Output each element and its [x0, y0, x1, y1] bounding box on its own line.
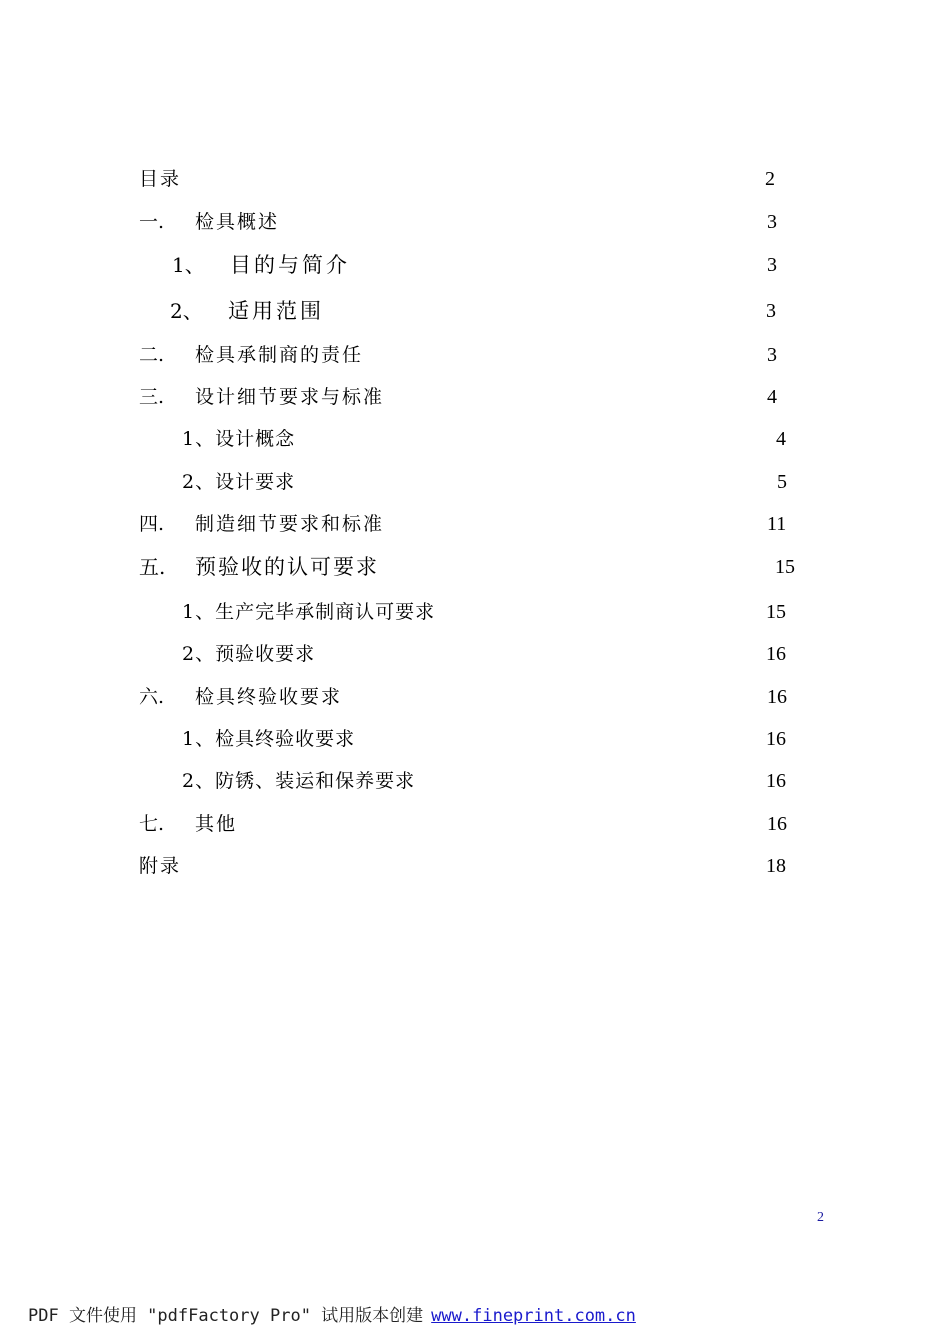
toc-entry-title: 目录 — [139, 168, 182, 190]
toc-entry-title: 1、生产完毕承制商认可要求 — [182, 601, 436, 623]
toc-row-section-5-2 — [0, 639, 950, 669]
toc-entry-title: 1、设计概念 — [182, 428, 296, 450]
toc-row-section-4 — [0, 509, 950, 539]
toc-entry-title: 2、设计要求 — [182, 471, 296, 493]
toc-row-section-1-2 — [0, 296, 950, 326]
toc-entry-number: 二. — [139, 344, 165, 366]
toc-entry-title: 1、检具终验收要求 — [182, 728, 356, 750]
toc-entry-page: 3 — [767, 344, 777, 366]
toc-row-section-6-2 — [0, 766, 950, 796]
toc-entry-title: 设计细节要求与标准 — [195, 386, 385, 408]
toc-entry-title: 预验收的认可要求 — [195, 555, 379, 579]
toc-entry-page: 15 — [766, 601, 786, 623]
toc-row-section-2 — [0, 340, 950, 370]
toc-entry-page: 3 — [767, 254, 777, 276]
toc-row-contents — [0, 164, 950, 194]
toc-entry-page: 5 — [777, 471, 787, 493]
toc-entry-title: 附录 — [139, 855, 182, 877]
toc-entry-page: 16 — [767, 813, 787, 835]
toc-row-section-1-1 — [0, 250, 950, 280]
toc-entry-title: 2、预验收要求 — [182, 643, 316, 665]
toc-entry-page: 16 — [766, 643, 786, 665]
toc-entry-title: 检具终验收要求 — [195, 686, 343, 708]
toc-entry-page: 16 — [766, 728, 786, 750]
toc-entry-page: 18 — [766, 855, 786, 877]
footer-link[interactable]: www.fineprint.com.cn — [431, 1306, 636, 1326]
toc-entry-title: 其他 — [195, 813, 238, 835]
toc-entry-title: 2、防锈、装运和保养要求 — [182, 770, 416, 792]
footer-text: PDF 文件使用 "pdfFactory Pro" 试用版本创建 — [28, 1306, 424, 1326]
toc-entry-number: 2、 — [170, 299, 203, 323]
toc-entry-page: 11 — [767, 513, 787, 535]
toc-entry-number: 四. — [139, 513, 165, 535]
toc-row-section-7 — [0, 809, 950, 839]
toc-entry-number: 七. — [139, 813, 165, 835]
toc-entry-page: 16 — [766, 770, 786, 792]
toc-entry-number: 六. — [139, 686, 165, 708]
toc-entry-page: 3 — [767, 211, 777, 233]
toc-entry-page: 2 — [765, 168, 775, 190]
toc-entry-page: 4 — [776, 428, 786, 450]
pdf-footer — [28, 1304, 636, 1328]
toc-row-section-5 — [0, 552, 950, 582]
toc-entry-page: 3 — [766, 300, 776, 322]
toc-entry-page: 16 — [767, 686, 787, 708]
toc-row-section-3-1 — [0, 424, 950, 454]
toc-entry-page: 15 — [775, 556, 795, 578]
toc-row-appendix — [0, 851, 950, 881]
toc-row-section-6-1 — [0, 724, 950, 754]
toc-row-section-3 — [0, 382, 950, 412]
toc-entry-title: 检具概述 — [195, 211, 280, 233]
toc-entry-title: 适用范围 — [228, 299, 324, 323]
toc-row-section-3-2 — [0, 467, 950, 497]
toc-row-section-6 — [0, 682, 950, 712]
toc-row-section-5-1 — [0, 597, 950, 627]
toc-entry-number: 五. — [139, 555, 166, 579]
toc-entry-number: 一. — [139, 211, 165, 233]
page-number: 2 — [817, 1210, 824, 1225]
toc-row-section-1 — [0, 207, 950, 237]
toc-entry-number: 三. — [139, 386, 165, 408]
toc-entry-page: 4 — [767, 386, 777, 408]
toc-entry-number: 1、 — [172, 253, 205, 277]
toc-entry-title: 制造细节要求和标准 — [195, 513, 385, 535]
toc-entry-title: 检具承制商的责任 — [195, 344, 364, 366]
toc-entry-title: 目的与简介 — [230, 253, 350, 277]
